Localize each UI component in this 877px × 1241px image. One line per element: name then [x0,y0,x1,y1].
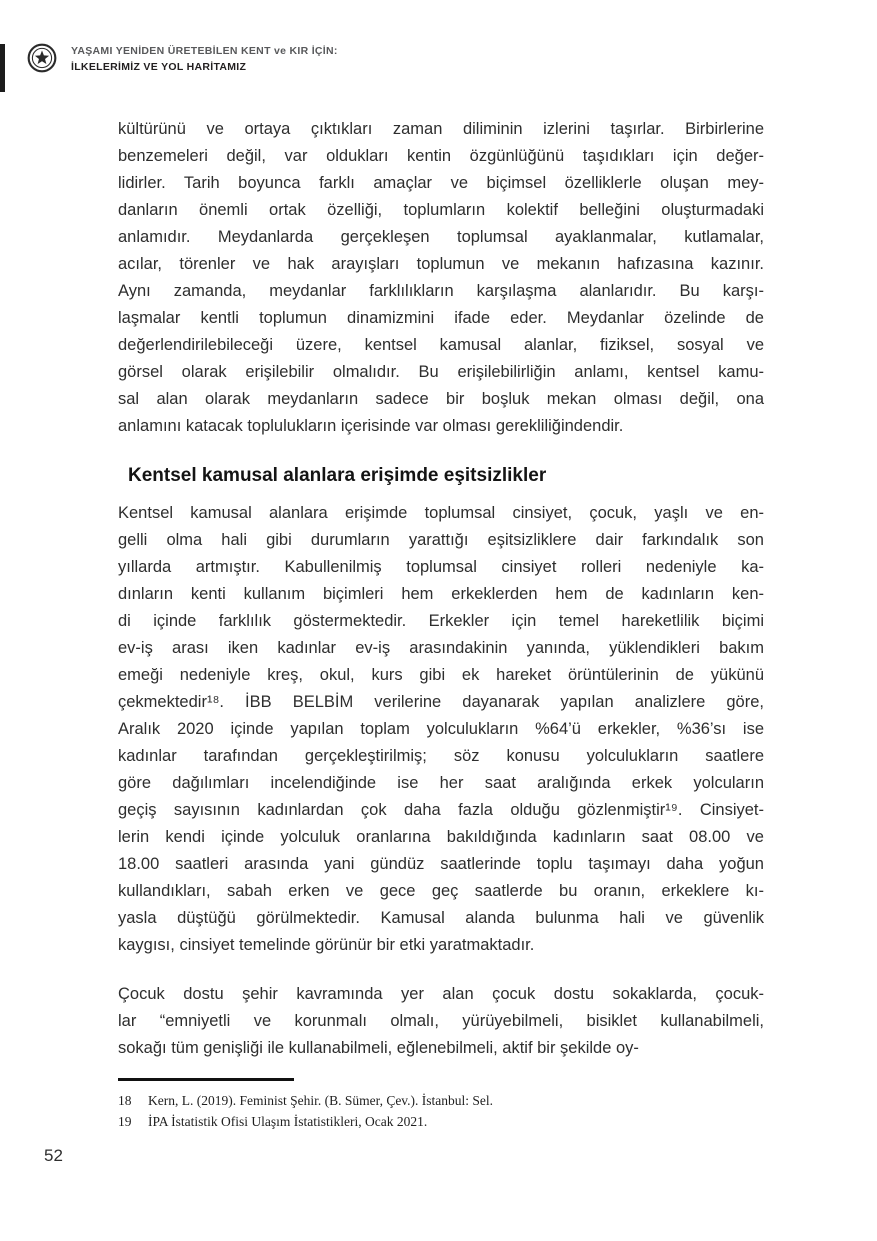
footnote-rule [118,1078,294,1081]
text-line: kaygısı, cinsiyet temelinde görünür bir etki yaratmaktadır. [118,936,535,954]
footnote-18 [118,1090,764,1111]
text-line: gelli olma hali gibi durumların yarattığı eşitsizliklere dair farkındalık son [118,531,764,549]
text-line: değerlendirilebileceği üzere, kentsel kamusal alanlar, fiziksel, sosyal ve [118,336,764,354]
footnote-text: İPA İstatistik Ofisi Ulaşım İstatistikleri, Ocak 2021. [148,1113,428,1129]
text-line: yıllarda artmıştır. Kabullenilmiş toplumsal cinsiyet rolleri nedeniyle ka- [118,558,764,576]
header-edge-bar [0,44,5,92]
text-line: lar “emniyetli ve korunmalı olmalı, yürüyebilmeli, bisiklet kullanabilmeli, [118,1012,764,1030]
text-line: çekmektedir¹⁸. İBB BELBİM verilerine dayanarak yapılan analizlere göre, [118,693,764,711]
text-line: lidirler. Tarih boyunca farklı amaçlar ve biçimsel özelliklerle oluşan mey- [118,174,764,192]
text-line: Aynı zamanda, meydanlar farklılıkların karşılaşma alanlarıdır. Bu karşı- [118,282,764,300]
footnote-area [118,1078,764,1132]
header-subtitle: YAŞAMI YENİDEN ÜRETEBİLEN KENT ve KIR İÇİN: [71,45,338,57]
text-line: anlamını katacak toplulukların içerisinde var olması gerekliliğindendir. [118,417,624,435]
text-line: kültürünü ve ortaya çıktıkları zaman diliminin izlerini taşırlar. Birbirlerine [118,120,764,138]
header-title: İLKELERİMİZ VE YOL HARİTAMIZ [71,61,247,73]
text-line: emeği nedeniyle kreş, okul, kurs gibi ek hareket örüntülerinin de yükünü [118,666,764,684]
text-line: görsel olarak erişilebilir olmalıdır. Bu erişilebilirliğin anlamı, kentsel kamu- [118,363,764,381]
paragraph-2 [118,500,764,959]
footnote-19 [118,1111,764,1132]
text-line: göre dağılımları incelendiğinde ise her saat aralığında erkek yolcuların [118,774,764,792]
page-header [26,40,338,74]
text-line: lerin kendi içinde yolculuk oranlarına bakıldığında kadınların saat 08.00 ve [118,828,764,846]
text-line: yasla düştüğü görülmektedir. Kamusal alanda bulunma hali ve güvenlik [118,909,764,927]
paragraph-1 [118,116,764,440]
text-line: sokağı tüm genişliği ile kullanabilmeli, eğlenebilmeli, aktif bir şekilde oy- [118,1039,639,1057]
text-line: dınların kenti kullanım biçimleri hem erkeklerden hem de kadınların ken- [118,585,764,603]
text-line: Kentsel kamusal alanlara erişimde toplumsal cinsiyet, çocuk, yaşlı ve en- [118,504,764,522]
footnote-text: Kern, L. (2019). Feminist Şehir. (B. Sümer, Çev.). İstanbul: Sel. [148,1092,494,1108]
text-line: danların önemli ortak özelliği, toplumların kolektif belleğini oluşturmadaki [118,201,764,219]
text-line: sal alan olarak meydanların sadece bir boşluk mekan olması değil, ona [118,390,764,408]
text-line: kullandıkları, sabah erken ve gece geç saatlerde bu oranın, erkeklere kı- [118,882,764,900]
footnote-number: 19 [118,1113,132,1129]
page-body [118,116,764,1084]
party-logo-icon [26,42,58,74]
section-heading: Kentsel kamusal alanlara erişimde eşitsizlikler [128,465,547,486]
header-text [71,40,338,74]
text-line: kadınlar tarafından gerçekleştirilmiş; söz konusu yolculukların saatlere [118,747,764,765]
paragraph-3 [118,981,764,1062]
text-line: geçiş sayısının kadınlardan çok daha fazla olduğu gözlenmiştir¹⁹. Cinsiyet- [118,801,764,819]
text-line: laşmalar kentli toplumun dinamizmini ifade eder. Meydanlar özelinde de [118,309,764,327]
text-line: anlamıdır. Meydanlarda gerçekleşen toplumsal ayaklanmalar, kutlamalar, [118,228,764,246]
page-number: 52 [44,1146,63,1165]
text-line: benzemeleri değil, var oldukları kentin özgünlüğünü taşıdıkları için değer- [118,147,764,165]
text-line: di içinde farklılık göstermektedir. Erkekler için temel hareketlilik biçimi [118,612,764,630]
text-line: Aralık 2020 içinde yapılan toplam yolculukların %64’ü erkekler, %36’sı ise [118,720,764,738]
text-line: Çocuk dostu şehir kavramında yer alan çocuk dostu sokaklarda, çocuk- [118,985,764,1003]
text-line: 18.00 saatleri arasında yani gündüz saatlerinde toplu taşımayı daha yoğun [118,855,764,873]
footnote-number: 18 [118,1092,132,1108]
text-line: ev-iş arası iken kadınlar ev-iş arasındakinin yanında, yüklendikleri bakım [118,639,764,657]
text-line: acılar, törenler ve hak arayışları toplumun ve mekanın hafızasına kazınır. [118,255,764,273]
